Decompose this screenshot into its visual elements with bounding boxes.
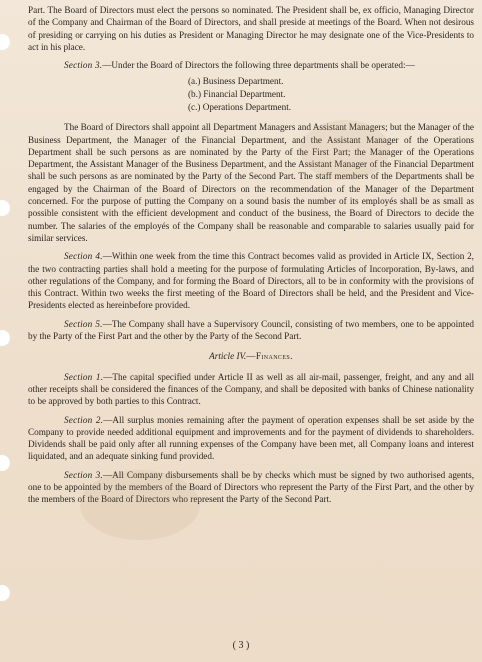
finance-section-2-label: Section 2.	[64, 414, 104, 425]
section-3-label: Section 3.	[64, 60, 103, 71]
department-item: (c.) Operations Department.	[188, 101, 292, 112]
department-item: (a.) Business Department.	[188, 76, 284, 87]
page-number: ( 3 )	[232, 640, 250, 651]
section-5-paragraph	[28, 318, 474, 343]
section-4-label: Section 4.	[64, 251, 103, 262]
section-4-paragraph	[28, 250, 474, 311]
finance-section-2-paragraph	[28, 414, 474, 463]
paper-stain	[300, 120, 390, 180]
department-item: (b.) Financial Department.	[188, 89, 286, 100]
section-4-text: —Within one week from the time this Contract becomes valid as provided in Article IX, Section 2, the two contracting parties shall hold a meeting for the purpose of formulating Articles of Incorporation, By-laws, and other regulations of the Company, and for forming the Board of Directors, all to be in conformity with the provisions of this Contract. Within two weeks the first meeting of the Board of Directors shall be held, and the President and Vice-Presidents elected as hereinbefore provided.	[28, 251, 474, 311]
finance-section-1-paragraph	[28, 371, 474, 408]
section-3-text: —Under the Board of Directors the following three departments shall be operated:—	[102, 60, 415, 71]
finance-section-1-label: Section 1.	[64, 371, 104, 382]
section-3-paragraph	[28, 59, 474, 71]
continuation-paragraph: Part. The Board of Directors must elect the persons so nominated. The President shall be, ex officio, Managing Director of the Company and Chairman of the Board of Directors, and shall preside at meetings of the Board. When not desirous of presiding or carrying on his duties as President or Managing Director he may designate one of the Vice-Presidents to act in his place.	[28, 5, 474, 52]
finance-section-1-text: —The capital specified under Article II as well as all air-mail, passenger, freight, and any and all other receipts shall be considered the finances of the Company, and shall be deposited with banks of Chinese nationality to be approved by both parties to this Contract.	[28, 371, 474, 407]
finance-section-3-text: —All Company disbursements shall be by checks which must be signed by two authorised agents, one to be appointed by the members of the Board of Directors who represent the Party of the First Part, and the other by the members of the Board of Directors who represent the Party of the Second Part.	[28, 469, 475, 505]
article-heading	[28, 350, 474, 362]
article-title: —Finances.	[246, 351, 293, 362]
section-5-text: —The Company shall have a Supervisory Council, consisting of two members, one to be appointed by the Party of the First Part and the other by the Party of the Second Part.	[28, 318, 474, 342]
section-5-label: Section 5.	[64, 318, 103, 329]
paper-stain	[80, 470, 200, 540]
article-label: Article IV.	[209, 351, 247, 362]
finance-section-2-text: —All surplus monies remaining after the payment of operation expenses shall be set aside by the Company to provide needed additional equipment and improvements and for the payment of dividends to shareholders. Dividends shall be paid only after all running expenses of the Company have been met, all Company loans and interest liquidated, and an adequate sinking fund provided.	[28, 414, 475, 462]
board-paragraph: The Board of Directors shall appoint all Department Managers and Assistant Managers; but the Manager of the Business Department, the Manager of the Financial Department, and the Assistant Manager of the Operations Department shall be such persons as are nominated by the Party of the First Part; the Manager of the Operations Department, the Assistant Manager of the Business Department, and the Assistant Manager of the Financial Department shall be such persons as are nominated by the Party of the Second Part. The staff members of the Departments shall be engaged by the Chairman of the Board of Directors on the recommendation of the Manager of the Department concerned. For the purpose of putting the Company on a sound basis the number of its employés shall be as small as possible consistent with the efficient development and conduct of the business, the Board of Directors to decide the number. The salaries of the employés of the Company shall be reasonable and comparable to salaries usually paid for similar services.	[28, 122, 474, 243]
departments-list	[188, 75, 474, 113]
finance-section-3-label: Section 3.	[64, 469, 103, 480]
